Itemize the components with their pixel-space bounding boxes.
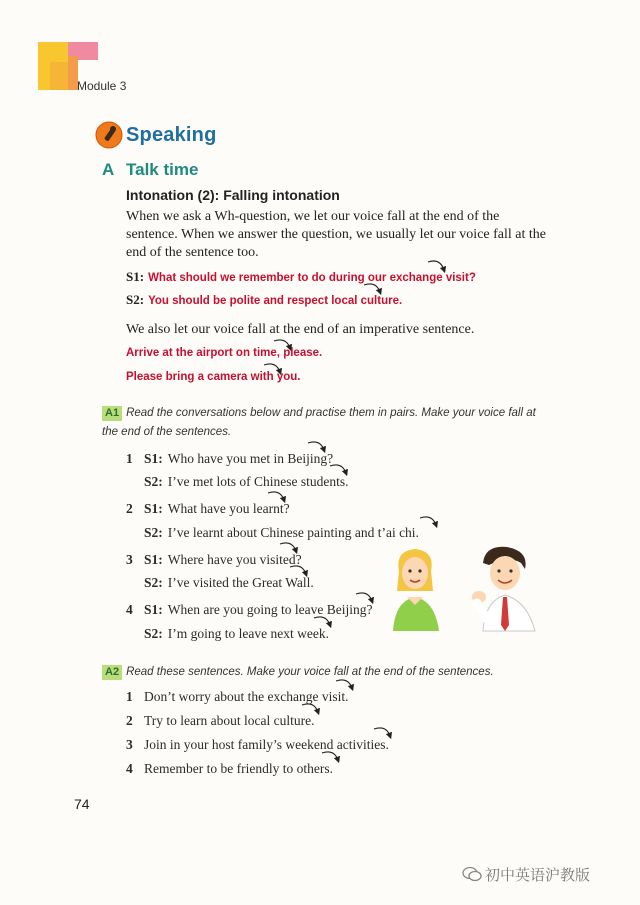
falling-arrow-icon [274,340,290,348]
falling-arrow-icon [428,261,444,270]
falling-arrow-icon [268,492,284,500]
item-question: When are you going to leave Beijing? [167,602,373,617]
example-text: What should we remember to do during our exchange visit? [148,272,476,284]
falling-arrow-icon [308,442,324,450]
item-answer: I’ve visited the Great Wall. [167,575,314,590]
falling-arrow-icon [356,593,372,601]
intonation-paragraph: When we ask a Wh-question, we let our voice fall at the end of the sentence. When we answer the question, we usually let our voice fall at the end of the sentence too. [126,209,546,260]
speaker-label: S1: [144,451,163,466]
part-title: Talk time [126,160,199,179]
falling-arrow-icon [330,465,346,473]
speaker-label: S2: [144,626,163,641]
item-question: What have you learnt? [167,501,290,516]
falling-arrow-icon [420,517,436,525]
example-text: You should be polite and respect local culture. [148,295,403,307]
item-sentence: Join in your host family’s weekend activities. [144,737,389,752]
falling-arrow-icon [336,680,352,688]
falling-arrow-icon [290,566,306,574]
falling-arrow-icon [280,543,296,551]
imperative-example: Please bring a camera with you. [126,371,301,383]
falling-arrow-icon [364,284,380,292]
speaker-label: S1: [126,269,145,284]
item-number: 2 [126,713,133,728]
imperative-paragraph: We also let our voice fall at the end of an imperative sentence. [126,322,475,337]
page-number: 74 [74,796,90,812]
wechat-icon [462,866,482,882]
falling-arrow-icon [322,752,338,760]
item-number: 4 [126,761,133,776]
item-number: 2 [126,501,133,516]
speaker-label: S2: [144,575,163,590]
item-number: 1 [126,451,133,466]
intonation-subtitle: Intonation (2): Falling intonation [126,187,340,203]
speaker-label: S1: [144,552,163,567]
falling-arrow-icon [314,617,330,625]
module-label: Module 3 [77,79,127,93]
speaker-label: S1: [144,501,163,516]
falling-arrow-icon [302,704,318,712]
part-letter: A [102,160,115,179]
item-question: Where have you visited? [167,552,302,567]
speaker-label: S2: [144,525,163,540]
item-number: 1 [126,689,133,704]
watermark-text: 初中英语沪教版 [485,866,591,884]
speaker-label: S2: [126,292,145,307]
item-number: 4 [126,602,133,617]
imperative-example: Arrive at the airport on time, please. [126,347,323,359]
item-answer: I’m going to leave next week. [167,626,329,641]
speaker-label: S2: [144,474,163,489]
item-answer: I’ve learnt about Chinese painting and t’ai chi. [167,525,419,540]
item-sentence: Remember to be friendly to others. [144,761,333,776]
instruction-text: Read these sentences. Make your voice fall at the end of the sentences. [126,666,494,678]
activity-badge: A1 [102,406,122,421]
speaker-label: S1: [144,602,163,617]
instruction-text: Read the conversations below and practise them in pairs. Make your voice fall at the end of the sentences. [102,407,536,438]
falling-arrow-icon [264,364,280,372]
item-answer: I’ve met lots of Chinese students. [167,474,349,489]
item-sentence: Don’t worry about the exchange visit. [144,689,349,704]
section-title: Speaking [126,124,217,146]
activity-badge: A2 [102,665,122,680]
item-sentence: Try to learn about local culture. [144,713,315,728]
item-number: 3 [126,737,133,752]
falling-arrow-icon [374,728,390,736]
item-number: 3 [126,552,133,567]
item-question: Who have you met in Beijing? [167,451,334,466]
